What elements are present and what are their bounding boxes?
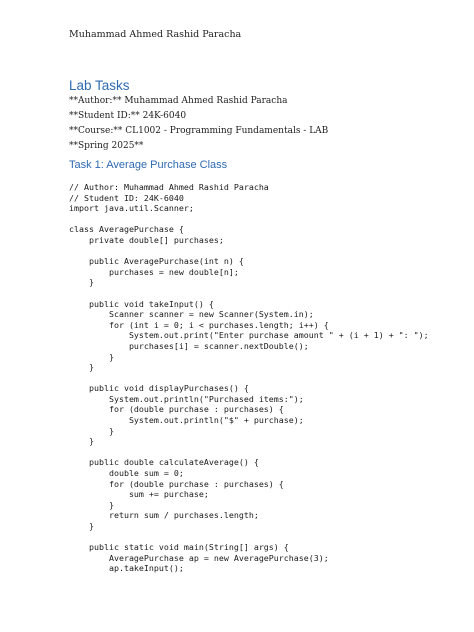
code-line: public double calculateAverage() { <box>69 457 259 468</box>
code-line: for (double purchase : purchases) { <box>69 404 284 415</box>
student-id-line: **Student ID:** 24K-6040 <box>69 111 187 121</box>
code-line: public AveragePurchase(int n) { <box>69 256 244 267</box>
code-line: purchases = new double[n]; <box>69 266 239 277</box>
code-line: ap.takeInput(); <box>69 563 184 574</box>
code-line: System.out.println("$" + purchase); <box>69 415 304 426</box>
code-line: public static void main(String[] args) { <box>69 542 289 553</box>
code-line: private double[] purchases; <box>69 234 224 245</box>
code-line: // Author: Muhammad Ahmed Rashid Paracha <box>69 182 269 192</box>
code-line: public void displayPurchases() { <box>69 383 249 394</box>
code-line: Scanner scanner = new Scanner(System.in); <box>69 309 314 320</box>
code-line: sum += purchase; <box>69 489 209 500</box>
code-line: } <box>69 277 94 288</box>
code-line: for (double purchase : purchases) { <box>69 478 284 489</box>
code-line: for (int i = 0; i < purchases.length; i++) { <box>69 319 329 330</box>
code-line: return sum / purchases.length; <box>69 510 259 521</box>
code-line: double sum = 0; <box>69 468 184 479</box>
code-line: // Student ID: 24K-6040 <box>69 192 184 203</box>
course-line: **Course:** CL1002 - Programming Fundamentals - LAB <box>69 126 329 136</box>
code-line: AveragePurchase ap = new AveragePurchase(3); <box>69 552 329 563</box>
code-line: } <box>69 436 94 447</box>
code-line: class AveragePurchase { <box>69 224 184 235</box>
code-line: } <box>69 362 94 373</box>
code-line: public void takeInput() { <box>69 298 214 309</box>
code-block <box>69 182 429 574</box>
code-line: System.out.print("Enter purchase amount " + (i + 1) + ": "); <box>69 330 429 341</box>
code-line: } <box>69 521 94 531</box>
code-line: } <box>69 351 114 362</box>
code-line: } <box>69 499 114 510</box>
lab-tasks-heading: Lab Tasks <box>69 78 130 93</box>
task-1-heading: Task 1: Average Purchase Class <box>69 159 228 171</box>
code-line: purchases[i] = scanner.nextDouble(); <box>69 340 309 351</box>
code-line: System.out.println("Purchased items:"); <box>69 393 304 404</box>
code-line: } <box>69 425 114 436</box>
code-line: import java.util.Scanner; <box>69 203 194 214</box>
page-header-author: Muhammad Ahmed Rashid Paracha <box>69 29 242 40</box>
author-line: **Author:** Muhammad Ahmed Rashid Paracha <box>69 96 288 106</box>
term-line: **Spring 2025** <box>69 141 144 151</box>
